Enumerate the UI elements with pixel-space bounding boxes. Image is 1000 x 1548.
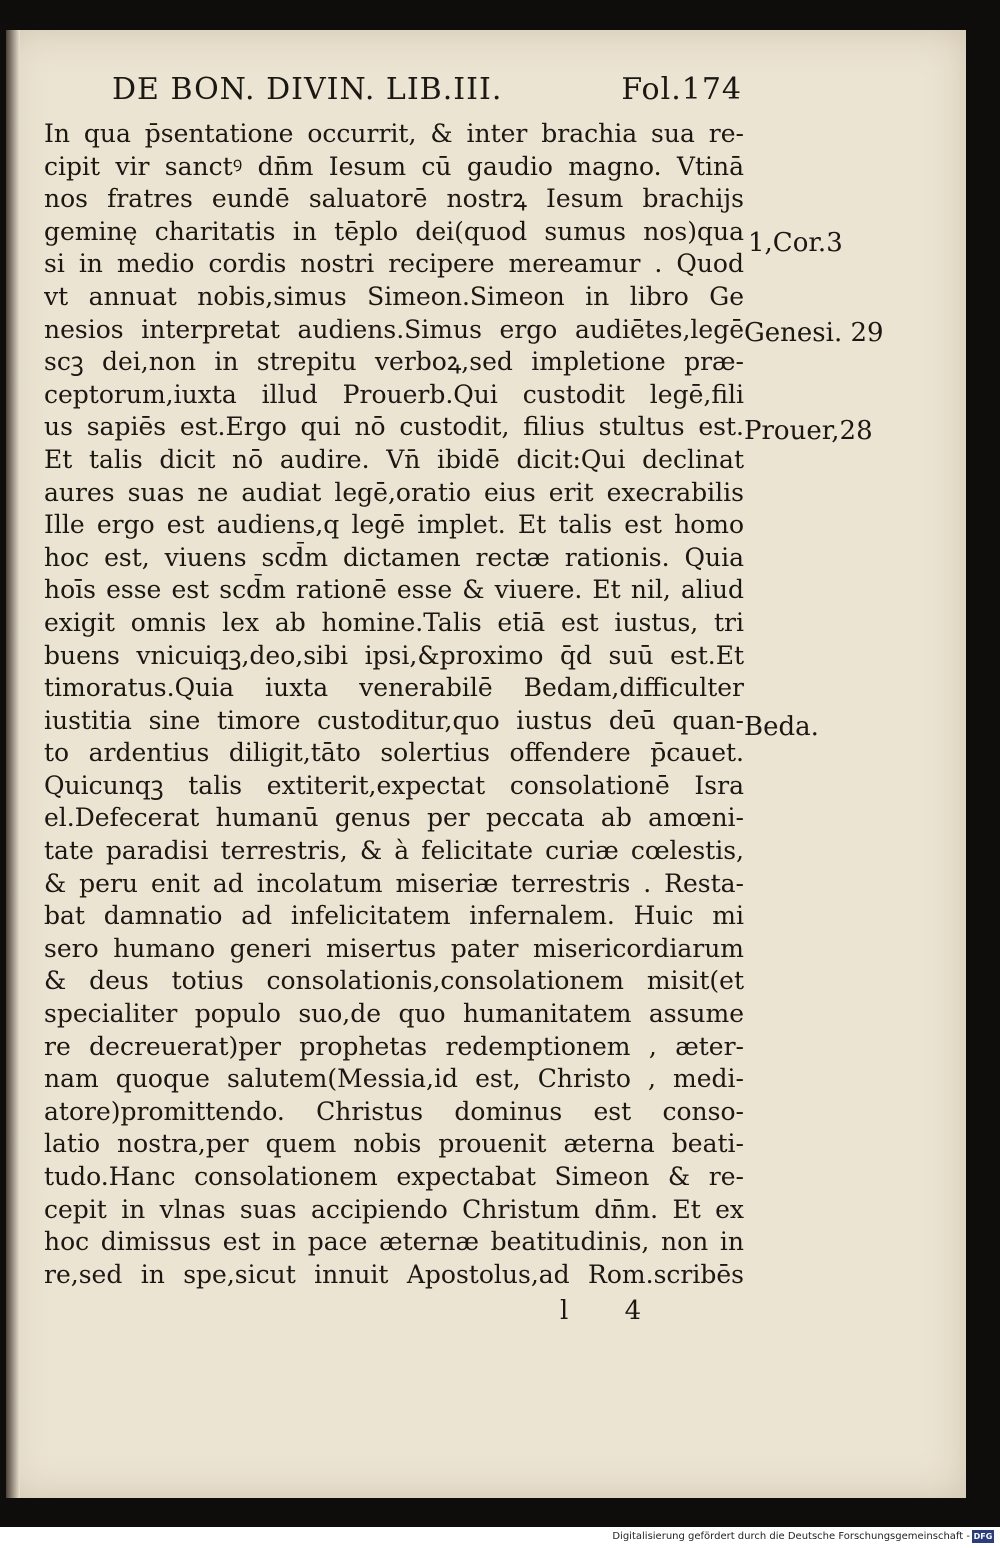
text-line: hoc est, viuens scd̄m dictamen rectæ rationis. Quia xyxy=(44,542,744,572)
text-line: geminę charitatis in tēplo dei(quod sumus nos)qua xyxy=(44,216,744,246)
marginal-note-proverbs: Prouer,28 xyxy=(744,416,873,446)
text-line: tudo.Hanc consolationem expectabat Simeon & re- xyxy=(44,1162,744,1191)
marginal-note-beda: Beda. xyxy=(744,712,819,742)
text-line: scꝫ dei,non in strepitu verboꝝ,sed impletione præ- xyxy=(44,347,744,377)
text-line: to ardentius diligit,tāto solertius offendere p̄cauet. xyxy=(44,738,744,768)
text-line: ceptorum,iuxta illud Prouerb.Qui custodit legē,fili xyxy=(44,379,744,409)
main-text-block xyxy=(44,118,744,1291)
text-line: sero humano generi misertus pater misericordiarum xyxy=(44,933,744,963)
text-line: el.Defecerat humanū genus per peccata ab amœni- xyxy=(44,803,744,833)
text-line: latio nostra,per quem nobis prouenit æterna beati- xyxy=(44,1129,744,1159)
text-line: si in medio cordis nostri recipere mereamur . Quod xyxy=(44,249,744,279)
text-line: vt annuat nobis,simus Simeon.Simeon in libro Ge xyxy=(44,281,744,311)
text-line: re,sed in spe,sicut innuit Apostolus,ad Rom.scribēs xyxy=(44,1259,744,1289)
marginal-note-genesis: Genesi. 29 xyxy=(744,318,884,348)
text-line: hoīs esse est scd̄m rationē esse & viuere. Et nil, aliud xyxy=(44,575,744,605)
dfg-logo: DFG xyxy=(973,1532,993,1541)
text-line: re decreuerat)per prophetas redemptionem , æter- xyxy=(44,1031,744,1061)
text-line: Quicunqꝫ talis extiterit,expectat consolationē Isra xyxy=(44,770,744,800)
text-line: nam quoque salutem(Messia,id est, Christo , medi- xyxy=(44,1064,744,1094)
text-line: exigit omnis lex ab homine.Talis etiā est iustus, tri xyxy=(44,607,744,637)
text-line: bat damnatio ad infelicitatem infernalem. Huic mi xyxy=(44,901,744,931)
folio-number: Fol.174 xyxy=(621,72,742,107)
text-line: hoc dimissus est in pace æternæ beatitudinis, non in xyxy=(44,1227,744,1257)
text-line: & peru enit ad incolatum miseriæ terrestris . Resta- xyxy=(44,868,744,898)
text-line: Ille ergo est audiens,q legē implet. Et talis est homo xyxy=(44,510,744,540)
text-line: buens vnicuiqꝫ,deo,sibi ipsi,&proximo q̄d suū est.Et xyxy=(44,640,744,670)
text-line: cipit vir sanctꝰ dn̄m Iesum cū gaudio magno. Vtinā xyxy=(44,151,744,181)
text-line: us sapiēs est.Ergo qui nō custodit, filius stultus est. xyxy=(44,412,744,442)
text-line: & deus totius consolationis,consolationem misit(et xyxy=(44,966,744,996)
text-line: nesios interpretat audiens.Simus ergo audiētes,legē xyxy=(44,314,744,344)
marginal-note-corinthians: 1,Cor.3 xyxy=(748,228,843,258)
signature-mark: l 4 xyxy=(560,1296,666,1326)
text-line: tate paradisi terrestris, & à felicitate curiæ cœlestis, xyxy=(44,836,744,866)
text-line: aures suas ne audiat legē,oratio eius erit execrabilis xyxy=(44,477,744,507)
text-line: Et talis dicit nō audire. Vn̄ ibidē dicit:Qui declinat xyxy=(44,444,744,474)
text-line: nos fratres eundē saluatorē nostrꝝ Iesum brachijs xyxy=(44,184,744,214)
digitization-credit: Digitalisierung gefördert durch die Deutsche Forschungsgemeinschaft - xyxy=(612,1531,970,1542)
running-title: DE BON. DIVIN. LIB.III. xyxy=(112,72,503,107)
running-header xyxy=(112,72,742,116)
text-line: specialiter populo suo,de quo humanitatem assume xyxy=(44,999,744,1029)
text-line: iustitia sine timore custoditur,quo iustus deū quan- xyxy=(44,705,744,735)
page-spine-shadow xyxy=(6,30,20,1498)
text-line: cepit in vlnas suas accipiendo Christum dn̄m. Et ex xyxy=(44,1194,744,1224)
text-line: In qua p̄sentatione occurrit, & inter brachia sua re- xyxy=(44,119,744,148)
text-line: timoratus.Quia iuxta venerabilē Bedam,difficulter xyxy=(44,673,744,703)
text-line: atore)promittendo. Christus dominus est conso- xyxy=(44,1096,744,1126)
